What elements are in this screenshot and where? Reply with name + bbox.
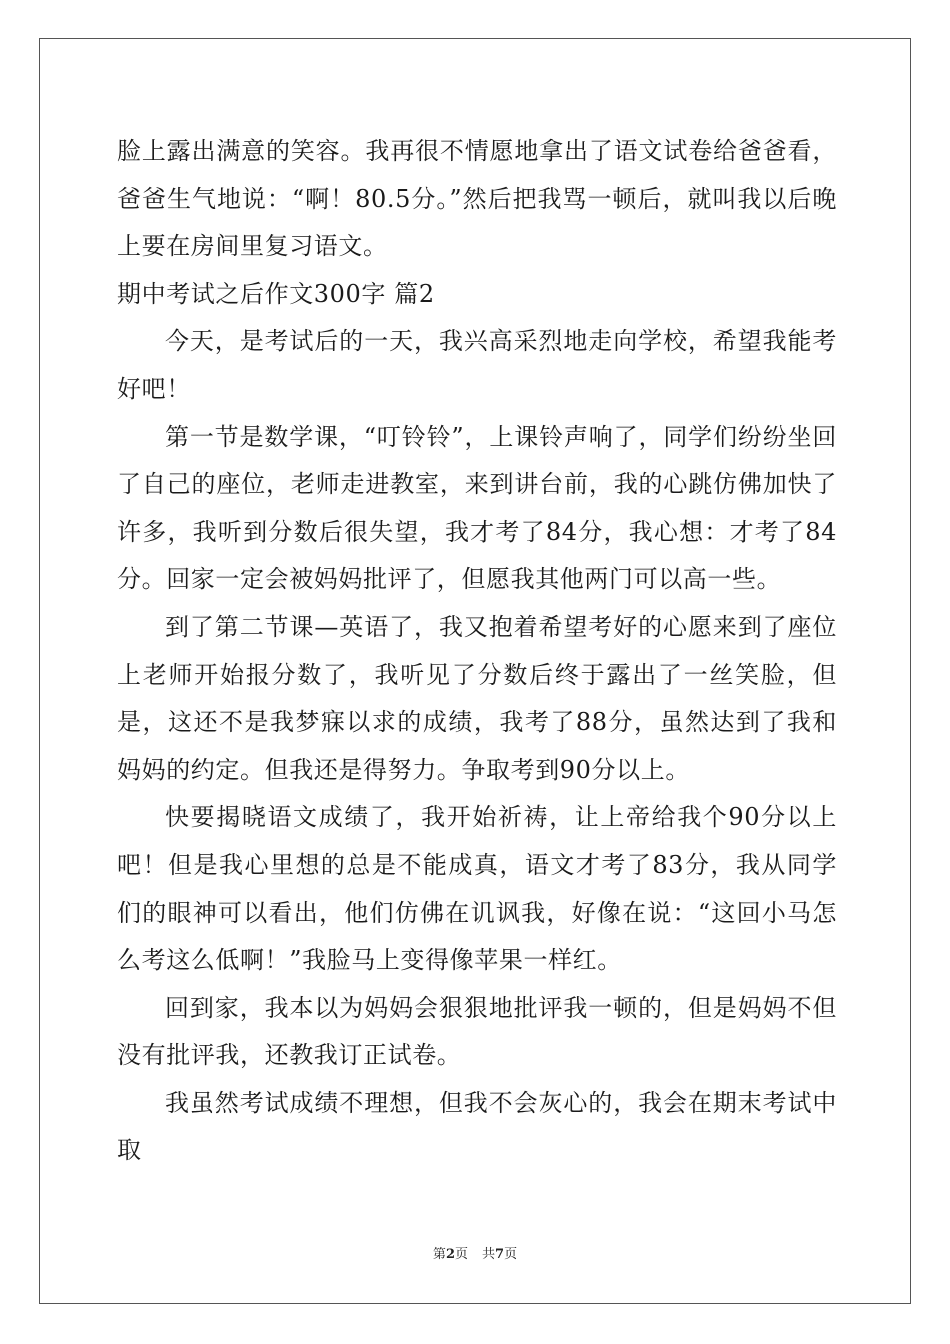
section-heading: 期中考试之后作文300字 篇2 xyxy=(117,279,435,308)
page-suffix: 页 xyxy=(454,1247,468,1262)
paragraph-1: 脸上露出满意的笑容。我再很不情愿地拿出了语文试卷给爸爸看，爸爸生气地说：“啊！80.5分。”然后把我骂一顿后，就叫我以后晚上要在房间里复习语文。 xyxy=(117,137,837,261)
page-total: 7 xyxy=(495,1247,505,1262)
paragraph-6: 回到家，我本以为妈妈会狠狠地批评我一顿的，但是妈妈不但没有批评我，还教我订正试卷。 xyxy=(117,993,837,1070)
paragraph-3: 第一节是数学课，“叮铃铃”，上课铃声响了，同学们纷纷坐回了自己的座位，老师走进教室，来到讲台前，我的心跳仿佛加快了许多，我听到分数后很失望，我才考了84分，我心想：才考了84分。回家一定会被妈妈批评了，但愿我其他两门可以高一些。 xyxy=(117,422,837,594)
page-prefix: 第 xyxy=(432,1247,446,1262)
total-prefix: 共 xyxy=(482,1247,496,1262)
total-suffix: 页 xyxy=(504,1247,518,1262)
paragraph-7: 我虽然考试成绩不理想，但我不会灰心的，我会在期末考试中取 xyxy=(117,1088,837,1165)
paragraph-4: 到了第二节课—英语了，我又抱着希望考好的心愿来到了座位上老师开始报分数了，我听见了分数后终于露出了一丝笑脸，但是，这还不是我梦寐以求的成绩，我考了88分，虽然达到了我和妈妈的约定。但我还是得努力。争取考到90分以上。 xyxy=(117,612,837,784)
paragraph-2: 今天，是考试后的一天，我兴高采烈地走向学校，希望我能考好吧！ xyxy=(117,327,837,403)
document-body xyxy=(117,128,837,1175)
paragraph-5: 快要揭晓语文成绩了，我开始祈祷，让上帝给我个90分以上吧！但是我心里想的总是不能成真，语文才考了83分，我从同学们的眼神可以看出，他们仿佛在讥讽我，好像在说：“这回小马怎么考这么低啊！”我脸马上变得像苹果一样红。 xyxy=(117,803,837,975)
page-footer xyxy=(0,1246,950,1264)
page-current: 2 xyxy=(445,1247,455,1262)
